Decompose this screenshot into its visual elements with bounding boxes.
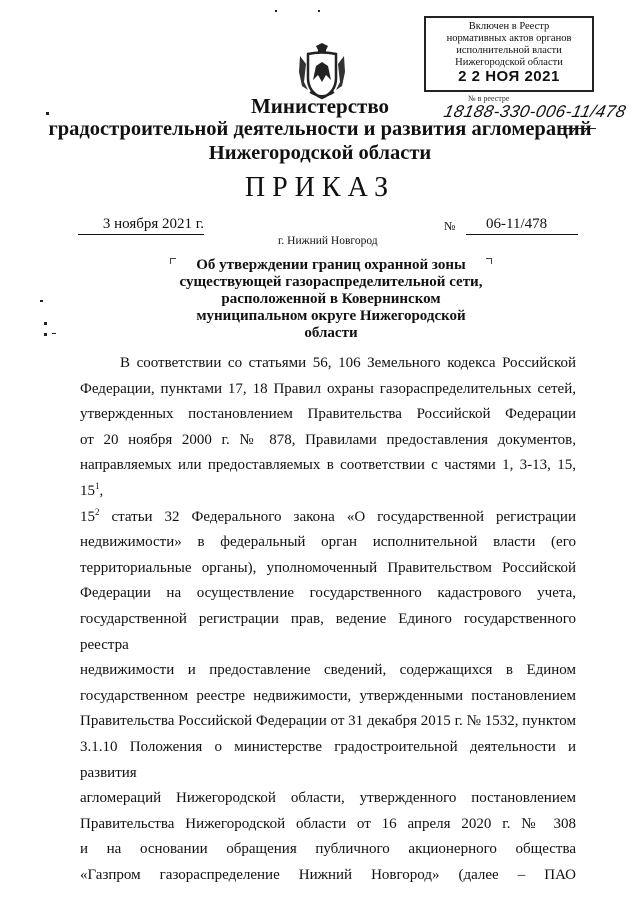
order-subject [176,257,486,342]
subject-corner-right [486,258,492,264]
body-line-15: агломераций Нижегородской области, утвержденного постановлением [80,790,576,807]
subject-line-4: муниципальном округе Нижегородской [196,308,466,324]
subject-line-3: расположенной в Ковернинском [221,291,441,307]
ministry-title-line-2: градостроительной деятельности и развития агломераций [48,118,592,140]
body-line-5-text: направляемых или предоставляемых в соответствии с частями 1, 3-13, 15, 15 [80,457,576,499]
body-line-5 [80,453,576,504]
body-line-6-number: 15 [80,508,95,525]
order-body [80,351,576,888]
subject-line-5: области [304,325,358,341]
body-line-3: утвержденных постановлением Правительства Российской Федерации [80,406,576,423]
body-line-13: Правительства Российской Федерации от 31 декабря 2015 г. № 1532, пунктом [80,713,576,730]
subject-line-2: существующей газораспределительной сети, [179,274,483,290]
body-line-5-superscript: 1 [95,480,100,491]
registry-number-label: № в реестре [468,94,510,103]
body-line-1: В соответствии со статьями 56, 106 Земельного кодекса Российской [120,355,576,371]
stamp-date: 2 2 НОЯ 2021 [458,68,560,85]
stamp-line-2: нормативных актов органов [446,33,572,44]
stamp-line-4: Нижегородской области [455,57,563,68]
body-line-10: государственной регистрации прав, ведение Единого государственного реестра [80,610,576,653]
body-line-17: и на основании обращения публичного акционерного общества [80,841,576,858]
scan-mark [44,322,47,325]
body-line-4: от 20 ноября 2000 г. № 878, Правилами предоставления документов, [80,431,576,448]
body-line-16: Правительства Нижегородской области от 16 апреля 2020 г. № 308 [80,815,576,832]
subject-line-1: Об утверждении границ охранной зоны [196,257,466,273]
body-line-2: Федерации, пунктами 17, 18 Правил охраны газораспределительных сетей, [80,380,576,397]
body-line-9: Федерации на осуществление государственного кадастрового учета, [80,585,576,602]
stamp-line-3: исполнительной власти [456,45,562,56]
scan-mark [52,333,56,334]
body-line-11: недвижимости и предоставление сведений, содержащихся в Едином [80,662,576,679]
registry-number-handwritten: 18188-330-006-11/478 [442,102,628,121]
stamp-line-1: Включен в Реестр [468,21,550,32]
ministry-title-line-3: Нижегородской области [208,142,432,164]
ministry-title-line-1: Министерство [250,94,390,118]
body-line-18: «Газпром газораспределение Нижний Новгород» (далее – ПАО [80,866,576,883]
scan-mark [318,10,320,12]
order-title: ПРИКАЗ [244,172,396,203]
body-line-12: государственном реестре недвижимости, утвержденными постановлением [80,687,576,704]
scan-mark [46,112,49,115]
order-number-label: № [444,219,456,233]
scan-mark [44,333,47,336]
body-line-7: недвижимости» в федеральный орган исполнительной власти (его [80,534,576,551]
body-line-14: 3.1.10 Положения о министерстве градостроительной деятельности и развития [80,738,576,781]
coat-of-arms-emblem [296,42,348,100]
registry-stamp [424,16,594,92]
body-line-6 [80,505,576,531]
body-line-8: территориальные органы), уполномоченный Правительством Российской [80,559,576,576]
order-city: г. Нижний Новгород [278,235,378,247]
scan-mark [40,300,43,302]
order-number: 06-11/478 [466,216,578,235]
body-line-5-comma: , [99,482,104,499]
order-date: 3 ноября 2021 г. [78,216,204,235]
scan-mark [275,10,277,12]
body-line-6-text: статьи 32 Федерального закона «О государственной регистрации [99,508,576,525]
body-line-6-superscript: 2 [95,506,100,517]
